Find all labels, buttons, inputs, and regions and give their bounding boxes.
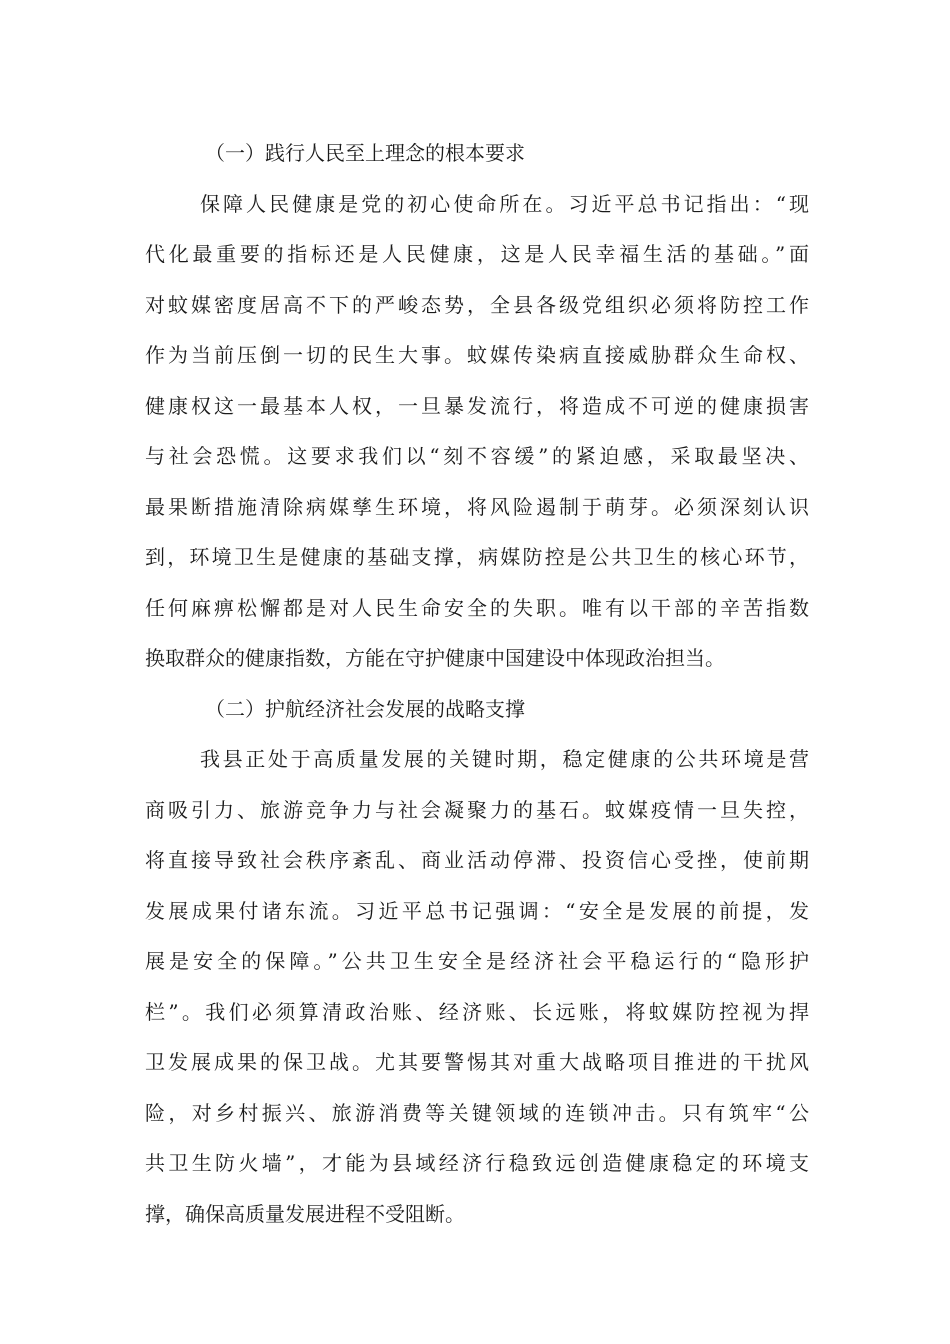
paragraph-1-line-10: 换取群众的健康指数，方能在守护健康中国建设中体现政治担当。	[145, 646, 725, 670]
paragraph-1-line-8: 到，环境卫生是健康的基础支撑，病媒防控是公共卫生的核心环节，	[145, 545, 809, 569]
paragraph-2-line-10: 撑，确保高质量发展进程不受阻断。	[145, 1201, 465, 1226]
paragraph-2-line-2: 商吸引力、旅游竞争力与社会凝聚力的基石。蚊媒疫情一旦失控，	[145, 797, 809, 822]
paragraph-2-line-6: 栏”。我们必须算清政治账、经济账、长远账，将蚊媒防控视为捍	[145, 999, 809, 1024]
section-heading-2: （二）护航经济社会发展的战略支撑	[205, 696, 525, 721]
paragraph-2-line-1: 我县正处于高质量发展的关键时期，稳定健康的公共环境是营	[200, 747, 809, 771]
paragraph-2-line-5: 展是安全的保障。”公共卫生安全是经济社会平稳运行的“隐形护	[145, 949, 809, 973]
paragraph-1-line-5: 健康权这一最基本人权，一旦暴发流行，将造成不可逆的健康损害	[145, 393, 809, 418]
paragraph-2-line-4: 发展成果付诸东流。习近平总书记强调：“安全是发展的前提，发	[145, 898, 809, 923]
paragraph-1-line-9: 任何麻痹松懈都是对人民生命安全的失职。唯有以干部的辛苦指数	[145, 595, 809, 620]
paragraph-1-line-4: 作为当前压倒一切的民生大事。蚊媒传染病直接威胁群众生命权、	[145, 343, 809, 367]
paragraph-2-line-3: 将直接导致社会秩序紊乱、商业活动停滞、投资信心受挫，使前期	[145, 848, 809, 872]
paragraph-1-line-7: 最果断措施清除病媒孳生环境，将风险遏制于萌芽。必须深刻认识	[145, 494, 809, 519]
paragraph-2-line-9: 共卫生防火墙”，才能为县域经济行稳致远创造健康稳定的环境支	[145, 1151, 809, 1175]
paragraph-1-line-1: 保障人民健康是党的初心使命所在。习近平总书记指出：“现	[200, 191, 809, 216]
paragraph-2-line-8: 险，对乡村振兴、旅游消费等关键领域的连锁冲击。只有筑牢“公	[145, 1100, 809, 1125]
paragraph-2-line-7: 卫发展成果的保卫战。尤其要警惕其对重大战略项目推进的干扰风	[145, 1050, 809, 1074]
document-body	[145, 128, 809, 1239]
paragraph-1-line-6: 与社会恐慌。这要求我们以“刻不容缓”的紧迫感，采取最坚决、	[145, 444, 809, 468]
paragraph-1-line-2: 代化最重要的指标还是人民健康，这是人民幸福生活的基础。”面	[145, 242, 809, 266]
section-heading-1: （一）践行人民至上理念的根本要求	[205, 141, 525, 165]
paragraph-1-line-3: 对蚊媒密度居高不下的严峻态势，全县各级党组织必须将防控工作	[145, 292, 809, 317]
